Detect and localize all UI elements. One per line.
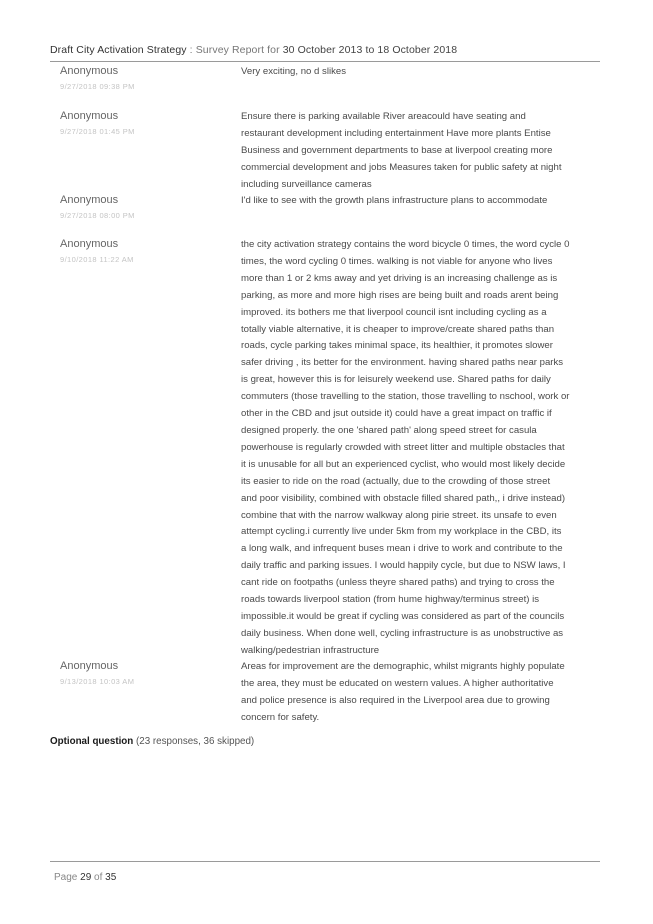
response-timestamp: 9/27/2018 01:45 PM <box>60 127 135 136</box>
response-line: totally viable alternative, it is cheaper to improve/create shared paths than <box>241 323 555 335</box>
response-line: Ensure there is parking available River areacould have seating and <box>241 111 526 122</box>
optional-question <box>50 736 254 747</box>
response-line: commuters (those travelling to the station, those travelling to nschool, work or <box>241 391 570 403</box>
response-line: is great, however this is for leisurely weekend use. Shared paths for daily <box>241 374 551 386</box>
response-timestamp: 9/27/2018 08:00 PM <box>60 211 135 220</box>
response-line: Very exciting, no d slikes <box>241 66 347 77</box>
respondent-info <box>60 193 230 221</box>
response-timestamp: 9/10/2018 11:22 AM <box>60 255 134 264</box>
response-line: daily traffic and parking issues. I would happily cycle, but due to NSW laws, I <box>241 560 566 572</box>
response-text <box>241 193 596 210</box>
respondent-info <box>60 237 230 265</box>
response-line: Business and government departments to base at liverpool creating more <box>241 144 553 156</box>
respondent-info <box>60 109 230 137</box>
footer-divider <box>50 861 600 862</box>
total-pages: 35 <box>105 872 117 883</box>
header-divider <box>50 61 600 62</box>
response-text <box>241 659 596 727</box>
respondent-info <box>60 659 230 687</box>
response-line: roads towards liverpool station (from hume highway/terminus street) is <box>241 594 540 606</box>
response-text <box>241 237 596 660</box>
response-line: the city activation strategy contains the word bicycle 0 times, the word cycle 0 <box>241 239 570 250</box>
response-timestamp: 9/13/2018 10:03 AM <box>60 677 135 686</box>
response-line: walking/pedestrian infrastructure <box>241 644 380 656</box>
response-line: daily business. When done well, cycling infrastructure is as unobstructive as <box>241 627 564 639</box>
respondent-name: Anonymous <box>60 660 119 672</box>
response-line: other in the CBD and jsut outside it) could have a great impact on traffic if <box>241 408 552 420</box>
respondent-name: Anonymous <box>60 65 119 77</box>
response-line: more than 1 or 2 kms away and yet driving is an increasing challenge as is <box>241 272 558 284</box>
date-range: 30 October 2013 to 18 October 2018 <box>282 44 458 56</box>
response-line: Areas for improvement are the demographic, whilst migrants highly populate <box>241 661 565 672</box>
response-line: and police presence is also required in the Liverpool area due to growing <box>241 694 550 706</box>
respondent-info <box>60 64 230 92</box>
response-text <box>241 64 596 81</box>
response-count: (23 responses, 36 skipped) <box>133 736 255 747</box>
respondent-name: Anonymous <box>60 238 119 250</box>
response-line: attempt cycling.i currently live under 5km from my workplace in the CBD, its <box>241 526 562 538</box>
page-number: 29 <box>80 872 92 883</box>
response-line: designed properly. the one 'shared path' along speed street for casula <box>241 424 537 436</box>
response-line: a long walk, and infrequent buses mean i drive to work and contribute to the <box>241 543 563 555</box>
respondent-name: Anonymous <box>60 194 119 206</box>
report-subtitle: Survey Report for <box>195 44 283 56</box>
response-line: cant ride on footpaths (unless theyre shared paths) and trying to cross the <box>241 577 555 589</box>
response-line: times, the word cycling 0 times. walking is not viable for anyone who lives <box>241 255 553 267</box>
optional-question-label: Optional question <box>50 736 134 747</box>
response-line: impossible.it would be great if cycling was considered as part of the councils <box>241 610 565 622</box>
response-line: and poor visibility, combined with obstacle filled shared path,, i drive instead) <box>241 492 566 504</box>
response-line: the area, they must be educated on western values. A higher authoritative <box>241 677 554 689</box>
response-line: combine that with the narrow walkway along pirie street. its unsafe to even <box>241 509 557 521</box>
report-header <box>50 44 600 56</box>
response-line: its easier to ride on the road (actually, due to the crowding of those street <box>241 475 551 487</box>
response-text <box>241 109 596 194</box>
response-line: including surveillance cameras <box>241 178 372 190</box>
response-line: safer driving , its better for the environment. having shared paths near parks <box>241 357 564 369</box>
response-line: improved. its bothers me that liverpool council isnt including cycling as a <box>241 306 547 318</box>
response-line: I'd like to see with the growth plans infrastructure plans to accommodate <box>241 195 548 206</box>
response-line: restaurant development including entertainment Have more plants Entise <box>241 127 551 139</box>
report-title: Draft City Activation Strategy <box>50 44 187 56</box>
response-line: commercial development and jobs Measures taken for public safety at night <box>241 161 562 173</box>
response-line: concern for safety. <box>241 711 320 723</box>
response-timestamp: 9/27/2018 09:38 PM <box>60 82 135 91</box>
of-word: of <box>91 872 106 883</box>
page-footer <box>54 872 116 883</box>
page-word: Page <box>54 872 81 883</box>
title-separator: : <box>186 44 196 56</box>
response-line: parking, as more and more high rises are being built and roads arent being <box>241 289 559 301</box>
response-line: roads, cycle parking takes minimal space, its healthier, it promotes slower <box>241 340 553 352</box>
response-line: powerhouse is regularly crowded with street litter and multiple obstacles that <box>241 441 565 453</box>
respondent-name: Anonymous <box>60 110 119 122</box>
response-line: it is unusable for all but an experienced cyclist, who would most likely decide <box>241 458 566 470</box>
